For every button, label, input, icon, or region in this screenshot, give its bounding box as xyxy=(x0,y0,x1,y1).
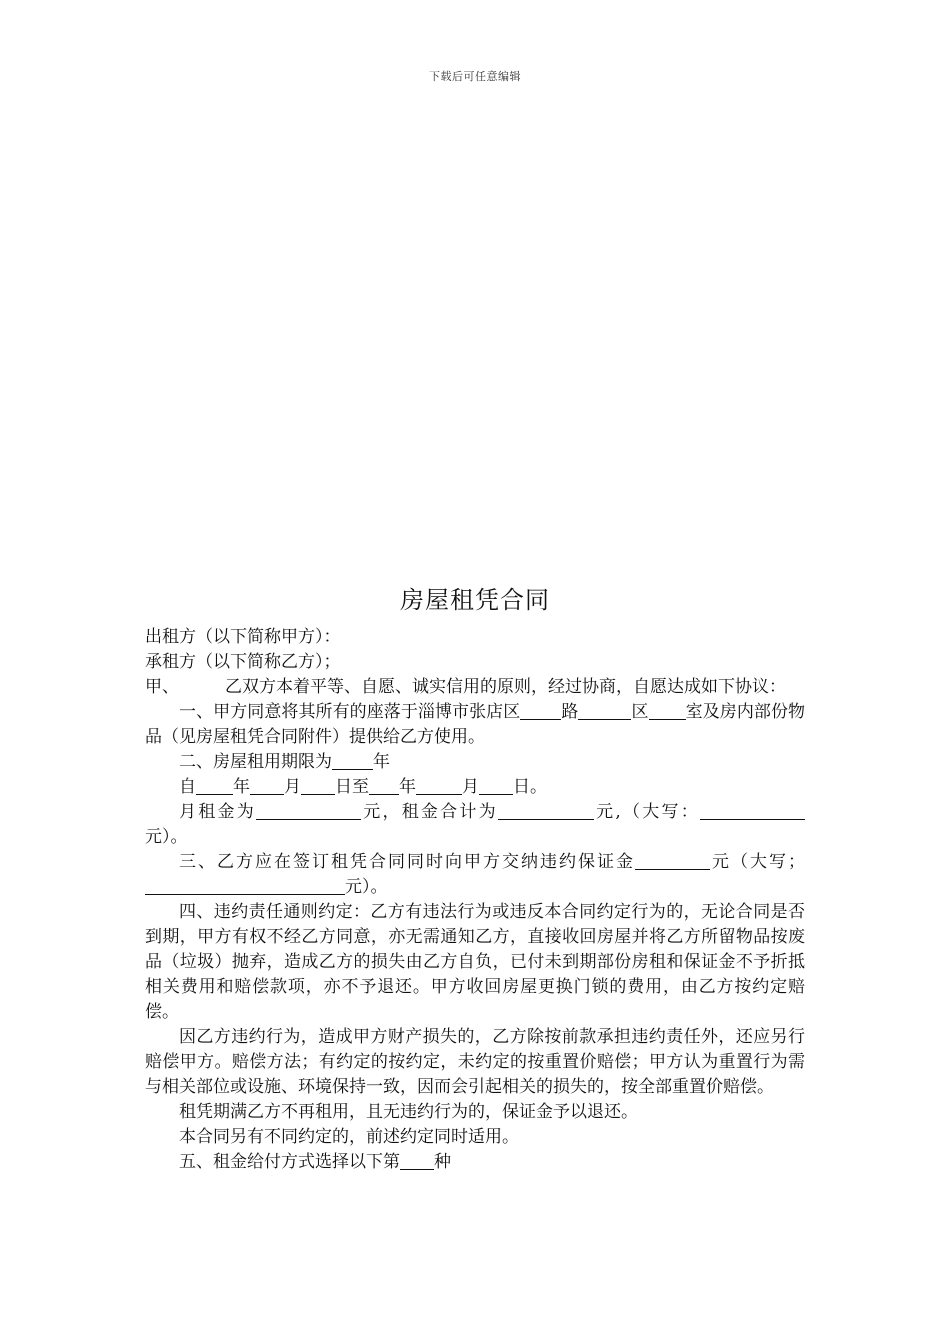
damages-paragraph: 因乙方违约行为，造成甲方财产损失的，乙方除按前款承担违约责任外，还应另行赔偿甲方。赔偿方法；有约定的按约定，未约定的按重置价赔偿；甲方认为重置行为需与相关部位或设施、环境保持一致，因而会引起相关的损失的，按全部重置价赔偿。 xyxy=(145,1027,805,1097)
clause-5-kind: 种 xyxy=(434,1152,451,1172)
clause-2-text: 二、房屋租用期限为 xyxy=(179,752,332,772)
period-from: 自 xyxy=(179,777,196,797)
period-year-2: 年 xyxy=(399,777,416,797)
contract-body xyxy=(145,625,805,1175)
clause-4: 四、违约责任通则约定：乙方有违法行为或违反本合同约定行为的，无论合同是否到期，甲方有权不经乙方同意，亦无需通知乙方，直接收回房屋并将乙方所留物品按废品（垃圾）抛弃，造成乙方的损失由乙方自负，已付未到期部份房租和保证金不予折抵相关费用和赔偿款项，亦不予退还。甲方收回房屋更换门锁的费用，由乙方按约定赔偿。 xyxy=(145,902,805,1022)
road-blank[interactable] xyxy=(520,702,561,720)
clause-3-end: 元）。 xyxy=(345,877,388,897)
period-day-end: 日。 xyxy=(513,777,547,797)
start-day-blank[interactable] xyxy=(301,777,335,795)
rent-total-label: 元，租金合计为 xyxy=(360,802,498,822)
monthly-rent-blank[interactable] xyxy=(256,802,361,820)
clause-1-text: 一、甲方同意将其所有的座落于淄博市张店区 xyxy=(179,702,521,722)
rent-line xyxy=(145,800,805,825)
deposit-blank[interactable] xyxy=(635,852,710,870)
rent-capital-label: 元,（大写： xyxy=(593,802,701,822)
intro-text: 乙双方本着平等、自愿、诚实信用的原则，经过协商，自愿达成如下协议： xyxy=(225,677,786,697)
lease-period xyxy=(145,775,805,800)
term-years-blank[interactable] xyxy=(332,752,373,770)
clause-3-text: 三、乙方应在签订租凭合同同时向甲方交纳违约保证金 xyxy=(179,852,635,872)
document-title: 房屋租凭合同 xyxy=(400,586,550,614)
end-day-blank[interactable] xyxy=(479,777,513,795)
clause-3 xyxy=(145,850,805,875)
rent-monthly-label: 月租金为 xyxy=(179,802,256,822)
clause-2-year: 年 xyxy=(373,752,390,772)
clause-1-room: 室及房内部份物品（见房屋租凭合同附件）提供给乙方使用。 xyxy=(145,702,806,747)
period-month-1: 月 xyxy=(284,777,301,797)
deposit-capital-blank[interactable] xyxy=(145,877,345,895)
clause-3-capital-label: 元（大写； xyxy=(710,852,805,872)
header-note: 下载后可任意编辑 xyxy=(429,70,521,83)
start-year-blank[interactable] xyxy=(196,777,233,795)
period-month-2: 月 xyxy=(462,777,479,797)
end-month-blank[interactable] xyxy=(416,777,462,795)
clause-1-district: 区 xyxy=(631,702,649,722)
period-year-1: 年 xyxy=(233,777,250,797)
room-blank[interactable] xyxy=(649,702,686,720)
refund-paragraph: 租凭期满乙方不再租用，且无违约行为的，保证金予以退还。 xyxy=(179,1102,638,1122)
clause-3-continued xyxy=(145,875,805,900)
payment-option-blank[interactable] xyxy=(400,1152,434,1170)
lessor-line: 出租方（以下简称甲方）： xyxy=(145,627,341,647)
end-year-blank[interactable] xyxy=(369,777,399,795)
rent-end: 元）。 xyxy=(145,827,188,847)
intro-party-a: 甲、 xyxy=(145,677,179,697)
district-blank[interactable] xyxy=(578,702,631,720)
clause-2 xyxy=(145,750,805,775)
applies-paragraph: 本合同另有不同约定的，前述约定同时适用。 xyxy=(179,1127,519,1147)
period-day-to: 日至 xyxy=(335,777,369,797)
rent-capital-blank[interactable] xyxy=(700,802,805,820)
total-rent-blank[interactable] xyxy=(498,802,594,820)
clause-1 xyxy=(145,700,805,750)
intro-paragraph xyxy=(145,675,805,700)
start-month-blank[interactable] xyxy=(250,777,284,795)
clause-5 xyxy=(145,1150,805,1175)
clause-1-road: 路 xyxy=(561,702,579,722)
lessee-line: 承租方（以下简称乙方）； xyxy=(145,652,341,672)
clause-5-text: 五、租金给付方式选择以下第 xyxy=(179,1152,400,1172)
